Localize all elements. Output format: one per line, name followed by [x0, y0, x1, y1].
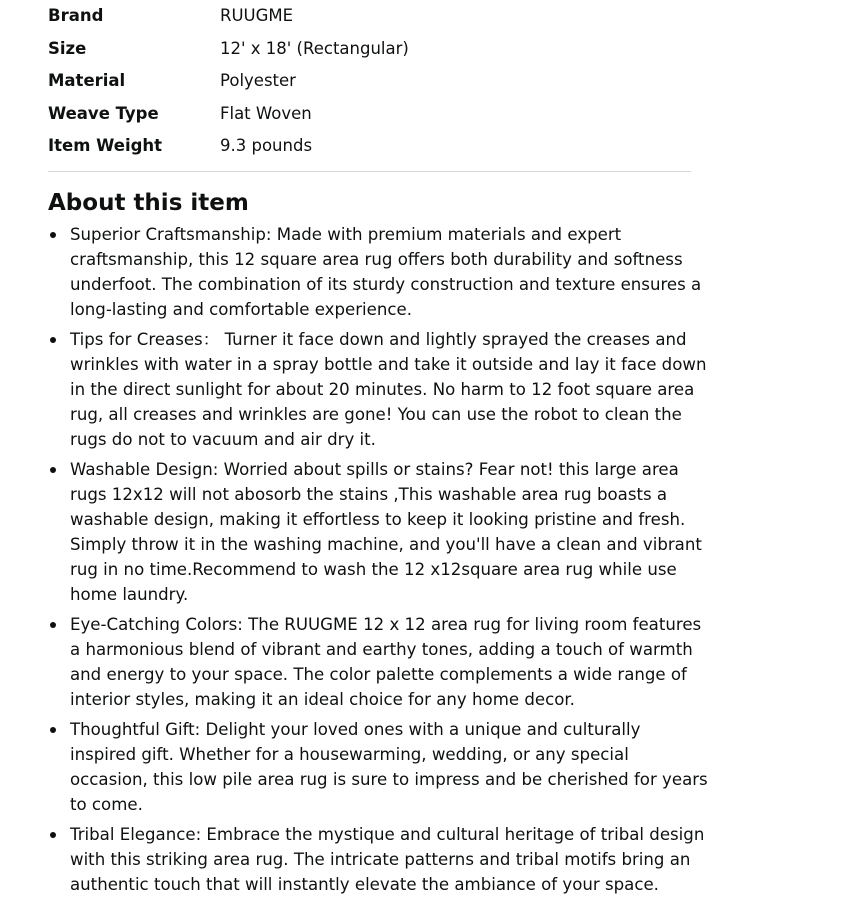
- feature-bullet: [70, 612, 710, 712]
- spec-key: Brand: [48, 6, 104, 26]
- spec-value: Flat Woven: [220, 103, 312, 123]
- spec-key: Weave Type: [48, 103, 159, 123]
- feature-bullet-text: Thoughtful Gift: Delight your loved ones with a unique and culturally inspired gift. Whether for a housewarming, wedding, or any special occasion, this low pile area rug is sure to impress and be cherished for years to come.: [70, 719, 708, 814]
- bullet-icon: [50, 622, 56, 628]
- product-details: [48, 0, 708, 902]
- spec-key: Item Weight: [48, 136, 163, 156]
- feature-bullet: [70, 717, 710, 817]
- feature-bullet-text: Eye-Catching Colors: The RUUGME 12 x 12 area rug for living room features a harmonious blend of vibrant and earthy tones, adding a touch of warmth and energy to your space. The color palette complements a wide range of interior styles, making it an ideal choice for any home decor.: [70, 614, 702, 709]
- feature-bullet-text: Superior Craftsmanship: Made with premium materials and expert craftsmanship, this 12 square area rug offers both durability and softness underfoot. The combination of its sturdy construction and texture ensures a long-lasting and comfortable experience.: [70, 224, 702, 319]
- feature-bullet: [70, 222, 710, 322]
- spec-value: Polyester: [220, 71, 296, 91]
- spec-row-brand: [48, 0, 691, 33]
- feature-bullet: [70, 822, 710, 897]
- feature-bullet: [70, 327, 710, 452]
- spec-row-item-weight: [48, 130, 691, 163]
- bullet-icon: [50, 727, 56, 733]
- feature-bullet-text: Tips for Creases： Turner it face down and lightly sprayed the creases and wrinkles with water in a spray bottle and take it outside and lay it face down in the direct sunlight for about 20 minutes. No harm to 12 foot square area rug, all creases and wrinkles are gone! You can use the robot to clean the rugs do not to vacuum and air dry it.: [70, 329, 707, 449]
- section-divider: [48, 171, 691, 172]
- spec-value: RUUGME: [220, 6, 294, 26]
- bullet-icon: [50, 832, 56, 838]
- bullet-icon: [50, 467, 56, 473]
- bullet-icon: [50, 337, 56, 343]
- feature-bullet: [70, 457, 710, 607]
- spec-key: Size: [48, 38, 87, 58]
- spec-value: 9.3 pounds: [220, 136, 313, 156]
- feature-bullet-text: Tribal Elegance: Embrace the mystique and cultural heritage of tribal design with this striking area rug. The intricate patterns and tribal motifs bring an authentic touch that will instantly elevate the ambiance of your space.: [70, 824, 705, 894]
- spec-row-material: [48, 65, 691, 98]
- product-specs-table: [48, 0, 691, 163]
- feature-bullet-list: [48, 222, 708, 897]
- feature-bullet-text: Washable Design: Worried about spills or stains? Fear not! this large area rugs 12x12 will not abosorb the stains ,This washable area rug boasts a washable design, making it effortless to keep it looking pristine and fresh. Simply throw it in the washing machine, and you'll have a clean and vibrant rug in no time.Recommend to wash the 12 x12square area rug while use home laundry.: [70, 459, 702, 604]
- spec-row-weave-type: [48, 98, 691, 131]
- about-this-item-heading: About this item: [48, 189, 249, 216]
- bullet-icon: [50, 232, 56, 238]
- spec-value: 12' x 18' (Rectangular): [220, 38, 409, 58]
- spec-key: Material: [48, 71, 126, 91]
- spec-row-size: [48, 33, 691, 66]
